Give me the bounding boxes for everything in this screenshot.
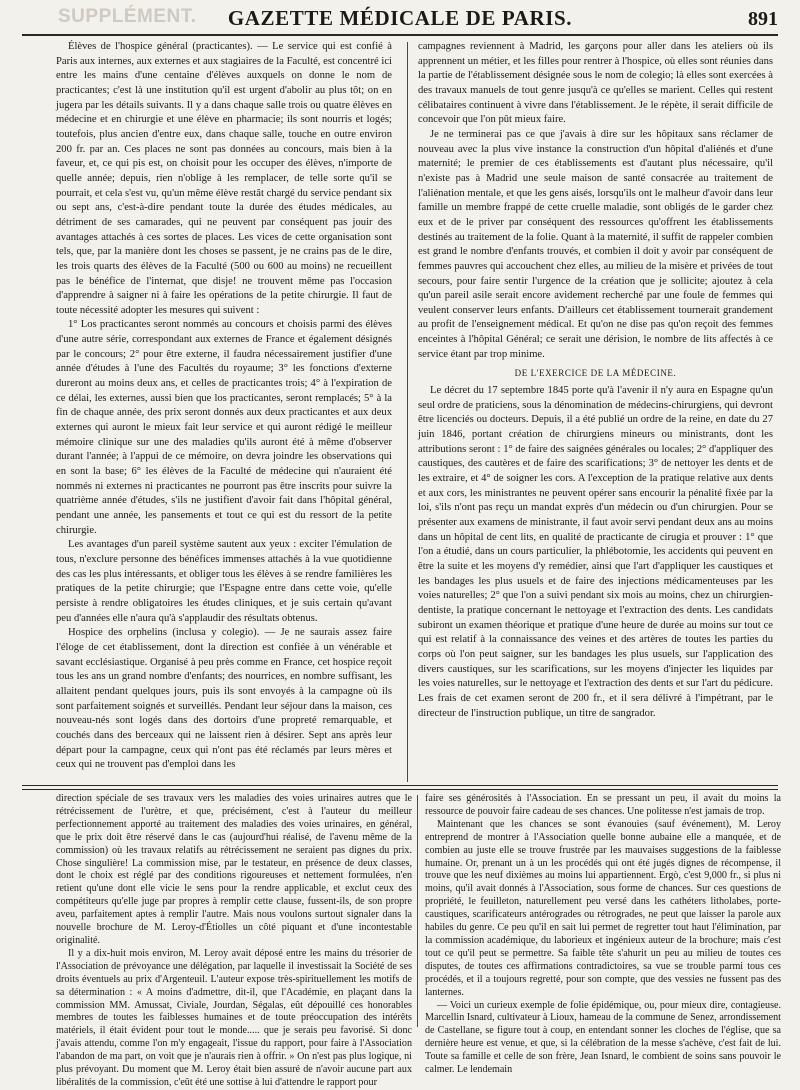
paragraph-maternite: Je ne terminerai pas ce que j'avais à dire sur les hôpitaux sans réclamer de nouveau avec la plus vive instance la construction d'un hôpital d'aliénés et d'une maternité; le premier de ces établissements est d'autant plus nécessaire, qu'il n'existe pas à Madrid une seule maison de santé consacrée au traitement de l'aliénation mentale, et que les gens aisés, lorsqu'ils ont le malheur d'avoir dans leur famille un membre frappé de cette cruelle maladie, sont obligés de le garder chez eux et de le priver par conséquent des ressources qu'offrent les établissements destinés au traitement de la folie. Quant à la maternité, il suffit de rappeler combien est grand le nombre d'enfants trouvés, et combien il doit y avoir par conséquent de femmes pauvres qui accouchent chez elles, au milieu de la misère et privées de tout secours, pour faire sentir l'urgence de la création que je sollicite; ajoutez à cela qu'un pareil asile serait encore avidement recherché par une foule de femmes qui veulent conserver leurs enfants. D'ailleurs cet établissement tournerait grandement au profit de l'enseignement médical. Et qu'on ne dise pas qu'on reçoit des femmes enceintes à l'hôpital Général; ce serait une dérision, le nombre de lits affectés à ce service étant par trop minime.: [418, 128, 773, 360]
paragraph-leroy-delegation: Il y a dix-huit mois environ, M. Leroy avait déposé entre les mains du trésorier de l'Association de prévoyance une délégation, par laquelle il investissait la Société de ses droits éventuels au prix d'Argenteuil. L'auteur expose très-spirituellement les motifs de sa détermination : « A moins d'admettre, dit-il, que l'Académie, en plaçant dans la commission MM. Amussat, Civiale, Jourdan, Ségalas, eût dépouillé ces honorables membres de toutes les faiblesses humaines et de toute préoccupation des intérêts matériels, il était évident pour tout le monde..... que je serais peu favorisé. Si donc j'avais attendu, comme l'on m'y engageait, l'issue du rapport, pour faire à l'Association l'abandon de ma part, on voit que je n'aurais rien à offrir. » On n'est pas plus logique, ni plus prévoyant. Du moment que M. Leroy était bien assuré de n'avoir aucune part aux libéralités de la commission, c'eût été une sottise à lui d'attendre le rapport pour: [56, 947, 412, 1088]
column-divider: [407, 42, 408, 782]
paragraph-chances: Maintenant que les chances se sont évanouies (sauf événement), M. Leroy entreprend de montrer à l'Association quelle bonne aubaine elle a manquée, et de combien au juste elle se trouve frustrée par les mauvaises suggestions de la faiblesse humaine. Or, prenant un à un les procédés qui ont été jugés dignes de récompense, il trouve que les neuf dixièmes au moins lui appartiennent. Ergò, c'est 9,000 fr., si plus ni moins, qu'il avait donnés à l'Association, sous forme de chances. Sur ces questions de propriété, le feuilleton, naturellement peu versé dans les cathéters litholabes, porte-caustiques, scarificateurs antérogrades ou rétrogrades, ne peut que laisser la parole aux habiles du genre. Ce peu qu'il en sait lui permet de regretter tout haut l'élimination, par la commission académique, du laborieux et ingénieux auteur de la brochure; mais c'est tout ce qu'il peut se permettre. Sa faible tête s'ahurit un peu au milieu de toutes ces disputes, de toutes ces affirmations contradictoires, sa vue se trouble parmi tous ces procédés, et il a toujours regretté, pour son compte, que des vessies ne fussent pas des lanternes.: [425, 818, 781, 998]
feuilleton-rule-2: [22, 789, 778, 790]
section-heading-exercise: DE L'EXERCICE DE LA MÉDECINE.: [514, 368, 677, 379]
feuilleton-rule: [22, 785, 778, 786]
lower-column-divider: [417, 795, 418, 1027]
supplement-label: SUPPLÉMENT.: [58, 6, 197, 27]
lower-left-column: [56, 793, 412, 1088]
page-number: 891: [748, 8, 778, 30]
upper-left-column: [56, 40, 392, 783]
paragraph-commission: direction spéciale de ses travaux vers les maladies des voies urinaires autres que le rétrécissement de l'urètre, et que, précisément, c'est à l'auteur du meilleur perfectionnement apporté au traitement des maladies des voies urinaires, en général, que le prix doit être réservé dans le cas (aujourd'hui réalisé, de l'avenu même de la commission) où les travaux relatifs au rétrécissement ne seraient pas dignes du prix. Chose singulière! La commission mise, par le testateur, en présence de deux classes, dont le choix est réglé par des conditions rigoureuses et nettement formulées, n'en retient qu'une dont elle vicie le sens pour la rendre applicable, et exclut ceux des compétiteurs qu'elle juge par propres à remplir cette clause, fussent-ils, de son propre aveu, parfaitement aptes à remplir l'autre. Mais nous voulons surtout signaler dans la nouvelle brochure de M. Leroy-d'Étiolles un côté piquant et d'une incontestable originalité.: [56, 793, 412, 946]
paragraph-decree: Le décret du 17 septembre 1845 porte qu'à l'avenir il n'y aura en Espagne qu'un seul ordre de praticiens, sous la dénomination de médecins-chirurgiens, qui devront être licenciés ou docteurs. Depuis, il a été publié un ordre de la reine, en date du 27 juin 1846, portant création de chirurgiens mineurs ou ministrants, dont les attributions seront : 1° de faire des saignées générales ou locales; 2° d'appliquer des caustiques, des cautères et de faire des scarifications; 3° de nettoyer les dents et de les extraire, et 4° de soigner les cors. A l'exception de la pratique relative aux dents et aux cors, les ministrantes ne peuvent opérer sans encourir la pénalité fixée par la loi, s'ils n'ont pas reçu un mandat exprès d'un médecin ou d'un chirurgien. Pour se présenter aux examens de ministrante, il faut avoir servi pendant deux ans au moins dans un hôpital de cent lits, en qualité de practicante de cirugia et prouver : 1° que l'on a étudié, dans un cours particulier, la phlébotomie, les accidents qui peuvent en être la suite et les moyens d'y remédier, ainsi que l'art d'appliquer les caustiques et les bandages les plus usuels et de faire des injections médicamenteuses par les voies naturelles; 2° que l'on a suivi pendant six mois au moins, chez un chirurgien-dentiste, la pratique concernant le nettoyage et l'extraction des dents. Les candidats subiront un examen théorique et pratique d'une heure de durée au moins sur tout ce qui est relatif à la connaissance des veines et des artères de toutes les parties du corps où l'on peut saigner, sur les bandages les plus usuels, sur l'application des divers caustiques, sur les scarifications, sur les moyens d'injecter les liquides par les voies naturelles, sur le nettoyage et l'extraction des dents et sur l'art du pédicure. Les frais de cet examen seront de 200 fr., et il sera délivré à l'impétrant, par le directeur de l'instruction publique, un titre de sangrador.: [418, 385, 773, 719]
paragraph-advantages: Les avantages d'un pareil système sautent aux yeux : exciter l'émulation de tous, n'exclure personne des bénéfices immenses attachés à la vue quotidienne des cas les plus intéressants, et obliger tous les élèves à se rendre familières les pratiques de la petite chirurgie; que l'Espagne entre dans cette voie, qu'elle persiste à rendre obligatoires les études cliniques, et je suis certain qu'avant peu d'années elle n'aura qu'à s'applaudir des résultats obtenus.: [56, 539, 392, 624]
lower-right-column: [425, 793, 781, 1076]
page-title: GAZETTE MÉDICALE DE PARIS.: [227, 6, 573, 30]
paragraph-campagnes: campagnes reviennent à Madrid, les garçons pour aller dans les ateliers où ils apprennent un métier, et les filles pour rentrer à l'hospice, où elles sont réunies dans la partie de l'établissement désignée sous le nom de colegio; là elles sont exercées à des travaux manuels de tout genre jusqu'à ce qu'elles se marient. Celles qui restent célibataires continuent à vivre dans l'établissement. Je le répète, il serait difficile de concevoir que l'on pût mieux faire.: [418, 41, 773, 126]
paragraph-practicantes-intro: Élèves de l'hospice général (practicantes). — Le service qui est confié à Paris aux internes, aux externes et aux stagiaires de la Faculté, est concentré ici entre les mains d'une centaine d'élèves auxquels on donne le nom de practicantes; c'est là une institution qu'il est urgent d'abolir au plus tôt; on en jugera par les détails suivants. Il y a dans chaque salle trois ou quatre élèves en médecine et en chirurgie et une élève en pharmacie; ils sont nourris et logés; toutefois, plus ancien d'entre eux, dans chaque salle, touche en outre environ 200 fr. par an. Ces places ne sont pas données au concours, mais bien à la faveur, et, ce qui pis est, on choisit pour les occuper des élèves, n'importe de quelle année; depuis, rien n'oblige à les remplacer, de telle sorte qu'il se pourrait, et cela s'est vu, qu'un même élève restât chargé du service pendant six ou sept ans, c'est-à-dire pendant toute la durée des études médicales, au détriment de ses camarades, qui ne peuvent par conséquent pas jouir des avantages attachés à ces sortes de places. Les vices de cette organisation sont tels, que, par la manière dont les choses se passent, je ne crains pas de le dire, les trois quarts des élèves de la Faculté (500 ou 600 au moins) ne recueillent pas le bénéfice de l'internat, que disje! ne trouvent même pas l'occasion d'apprendre à saigner ni à faire les opérations de la petite chirurgie. Il faut de toute nécessité adopter les mesures qui suivent :: [56, 41, 392, 316]
header-rule: [22, 34, 778, 36]
upper-right-column: [418, 40, 773, 783]
paragraph-generosites: faire ses générosités à l'Association. En se pressant un peu, il avait du moins la ressource de pouvoir faire cadeau de ses chances. Une politesse n'est jamais de trop.: [425, 793, 781, 817]
paragraph-orphans-hospice: Hospice des orphelins (inclusa y colegio). — Je ne saurais assez faire l'éloge de cet établissement, dont la direction est confiée à un vénérable et savant ecclésiastique. Organisé à peu près comme en France, cet hospice reçoit tous les ans un grand nombre d'enfants; des nourrices, en nombre suffisant, les allaitent pendant quelques jours, puis ils sont envoyés à la campagne où ils sont parfaitement soignés et surveillés. Pendant leur séjour dans la maison, ces nouveau-nés sont logés dans des dortoirs d'une propreté remarquable, et couchés dans des berceaux qui ne laissent rien à désirer. Sept ans après leur départ pour la campagne, ceux qui n'ont pas été réclamés par leurs mères et ceux qui ne trouvent pas d'emploi dans les: [56, 627, 392, 771]
paragraph-folie-epidemique: — Voici un curieux exemple de folie épidémique, ou, pour mieux dire, contagieuse. Marcellin Isnard, cultivateur à Lioux, hameau de la commune de Senez, arrondissement de Castellane, se figure tout à coup, en entendant sonner les cloches de l'église, que sa dernière heure est venue, et que, si la célébration de la messe s'achève, c'est fait de lui. Toute sa famille et celle de son frère, Jean Isnard, le combient de soins sans pouvoir le calmer. Le lendemain: [425, 999, 781, 1076]
paragraph-measures: 1° Los practicantes seront nommés au concours et choisis parmi des élèves d'une autre série, correspondant aux externes de France et également désignés par le concours; 2° pour être externe, il faudra nécessairement justifier d'une année d'études à l'une des Facultés du royaume; 3° les fonctions d'externe dureront au moins deux ans, et celles de practicantes trois; 4° à l'expiration de ce délai, les externes, aussi bien que los practicantes, seront remplacés; 5° à la fin de chaque année, des prix seront donnés aux deux practicantes et aux deux externes qui auront le mieux fait leur service et qui auront rédigé le meilleur mémoire clinique sur une des maladies qu'ils auront été à même d'observer durant l'année; à l'appui de ce mémoire, on devra joindre les observations qui en sont la base; 6° les élèves de la Faculté de médecine qui n'auraient été nommés ni externes ni practicantes ne pourront pas être inscrits pour suivre la quatrième année d'études, s'ils ne justifient d'avoir fait dans l'hôpital général, pendant une année, les pansements et tout ce qui est du ressort de la petite chirurgie.: [56, 319, 392, 536]
